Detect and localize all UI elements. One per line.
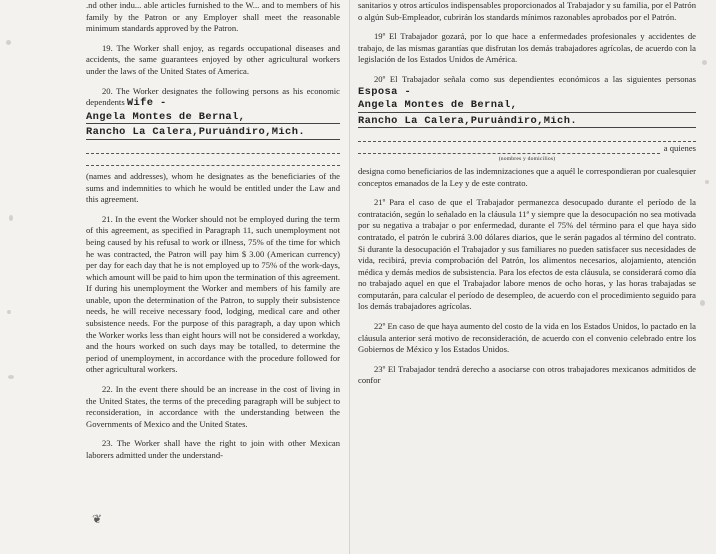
en-paragraph-22: 22. In the event there should be an increase in the cost of living in the United States, the terms of the preceding paragraph will be subject to reconsideration, in accordance with the understanding between the Governments of Mexico and the United States. xyxy=(86,384,340,429)
es-quien: a quienes xyxy=(663,142,696,153)
english-page xyxy=(0,0,352,554)
en-typed-name: Angela Montes de Bernal, xyxy=(86,112,340,125)
en-paragraph-18-end: .nd other indu... able articles furnished to the W... and to members of his family by the Patron or any Employer shall meet the reasonable minimum standards approved by the Patron. xyxy=(86,0,340,34)
en-paragraph-20-intro: 20. The Worker designates the following persons as his economic dependents Wife - xyxy=(86,85,340,110)
es-names-label: (nombres y domicilios) xyxy=(498,156,556,163)
es-typed-relation: Esposa - xyxy=(358,85,412,98)
en-blank-line-2 xyxy=(86,154,340,166)
en-paragraph-20-end: (names and addresses), whom he designates as the beneficiaries of the sums and indemnities to which he would be entitled under the Law and this agreement. xyxy=(86,170,340,205)
es-paragraph-19: 19º El Trabajador gozará, por lo que hace a enfermedades profesionales y accidentes de trabajo, de las mismas garantías que disfrutan los demás trabajadores agrícolas, de acuerdo con la legislación de los Estados Unidos de América. xyxy=(358,31,696,65)
es-paragraph-20-end: designa como beneficiarios de las indemnizaciones que a aquél le correspondieran por cualesquier conceptos emanados de la Ley y de este contrato. xyxy=(358,165,696,188)
es-typed-name: Angela Montes de Bernal, xyxy=(358,100,696,113)
en-blank-line-1 xyxy=(86,142,340,154)
es-paragraph-23: 23º El Trabajador tendrá derecho a asociarse con otros trabajadores mexicanos admitidos de confor xyxy=(358,363,696,386)
spanish-page xyxy=(350,0,716,554)
en-typed-relation: Wife - xyxy=(126,97,167,110)
es-paragraph-18-end: sanitarios y otros artículos indispensables proporcionados al Trabajador y su familia, por el Patrón o algún Sub-Empleador, cubrirán los standards mínimos razonables aprobados por el Patrón. xyxy=(358,0,696,22)
es-blank-line-2 xyxy=(358,142,660,154)
es-paragraph-22: 22º En caso de que haya aumento del costo de la vida en los Estados Unidos, lo pactado en la cláusula anterior será motivo de reconsideración, de acuerdo con el convenio celebrado entre los Gobiernos de México y los Estados Unidos. xyxy=(358,321,696,355)
en-paragraph-21: 21. In the event the Worker should not be employed during the term of this agreement, as specified in Paragraph 11, such unemployment not being caused by his refusal to work or illness, 75% of the time for which he was contracted, the Patron will pay him $ 3.00 (American currency) per day for each day that he is not employed up to 75% of the work-days, which amount will be paid to him upon the termination of this agreement. If during his unemployment the Worker and members of his family are unable, upon the determination of the Patron, to supply their subsistence needs, he will receive necessary food, lodging, medical care and other subsistence needs. For the purpose of this paragraph, a day upon which the Worker works less than eight hours will not be considered a workday, and the hours worked on such days may be totalled, to determine the period of unemployment, in accordance with the procedure followed for other agricultural workers. xyxy=(86,213,340,375)
english-column xyxy=(86,0,340,462)
en-paragraph-19: 19. The Worker shall enjoy, as regards occupational diseases and accidents, the same guarantees enjoyed by other agricultural workers under the laws of the United States of America. xyxy=(86,42,340,76)
es-paragraph-20-intro: 20º El Trabajador señala como sus dependientes económicos a las siguientes personas Esposa - xyxy=(358,73,696,98)
es-paragraph-21: 21º Para el caso de que el Trabajador permanezca desocupado durante el período de la contratación, según lo señalado en la cláusula 11ª y siempre que la desocupación no sea motivada por su negativa a trabajar o por enfermedad, durante el 75% del término para el que haya sido contratado, el patrón le cubrirá 3.00 dólares diarios, que le serán pagados al término del contrato. Si durante la desocupación el Trabajador y sus familiares no pueden satisfacer sus necesidades de vida, recibirá, previa comprobación del Patrón, los alimentos necesarios, alojamiento, atención médica y demás medios de subsistencia. Para los efectos de esta cláusula, se considerará como día no trabajado aquel en que el Trabajador labore menos de ocho horas, y las horas trabajadas se computarán, para calcular el período de desempleo, de acuerdo con el procedimiento seguido para los demás trabajadores agrícolas. xyxy=(358,197,696,312)
es-blank-line-1 xyxy=(358,130,696,142)
en-paragraph-23: 23. The Worker shall have the right to join with other Mexican laborers admitted under the understand- xyxy=(86,438,340,460)
es-typed-address: Rancho La Calera,Puruándiro,Mich. xyxy=(358,116,696,129)
en-typed-address: Rancho La Calera,Puruándiro,Mich. xyxy=(86,127,340,140)
es-blank-line-2-row xyxy=(358,142,696,154)
spanish-column xyxy=(358,0,696,387)
corner-smudge: ❦ xyxy=(92,512,103,526)
